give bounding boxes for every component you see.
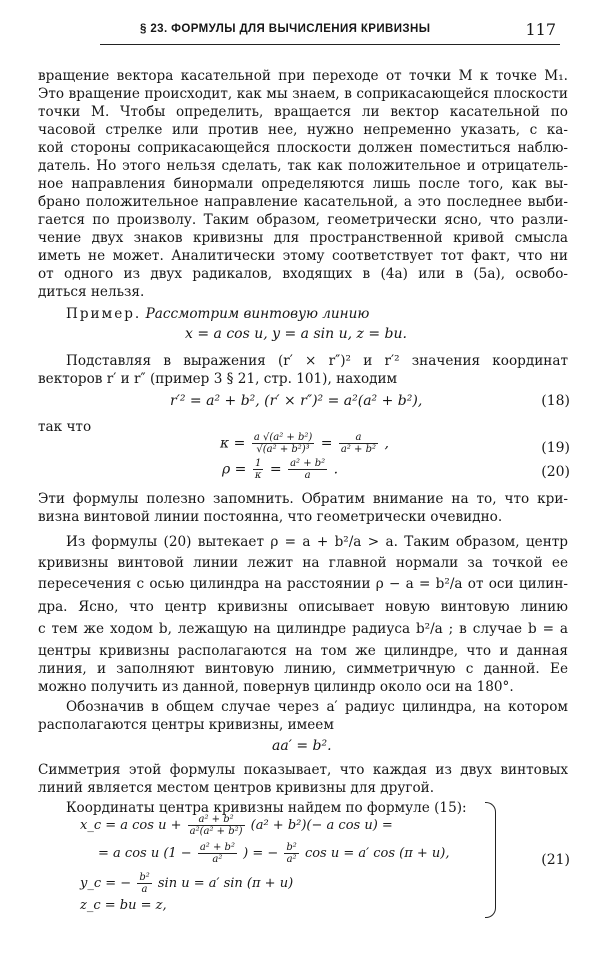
text-line: так что	[38, 419, 92, 435]
text-line: ное направления бинормали определяются лишь после того, как вы-	[38, 176, 568, 192]
text-line: Из формулы (20) вытекает ρ = a + b²/a > a. Таким образом, центр	[66, 534, 568, 550]
eq21-l2-den2: a²	[286, 854, 297, 865]
eq21-fraction-3	[284, 842, 298, 865]
eq21-line-1	[80, 814, 393, 837]
eq19-den-1: √(a² + b²)³	[256, 444, 310, 455]
text-line: Подставляя в выражения (r′ × r″)² и r′² значения координат	[66, 353, 568, 369]
text-line: располагаются центры кривизны, имеем	[38, 717, 334, 733]
eq20-fraction-2	[288, 458, 327, 481]
eq21-l2b: ) = −	[243, 846, 279, 861]
eq21-l1-den: a²(a² + b²)	[189, 826, 243, 837]
eq21-l1b: (a² + b²)(− a cos u) =	[250, 818, 393, 833]
eq21-l2-den: a²	[212, 854, 223, 865]
eq21-l3-den: a	[141, 884, 148, 895]
text-line: от одного из двух радикалов, входящих в (4а) или в (5а), освобо-	[38, 266, 568, 282]
text-line: Обозначив в общем случае через a′ радиус цилиндра, на котором	[66, 699, 568, 715]
equation-19	[220, 432, 389, 455]
page-number: 117	[525, 20, 556, 39]
text-line: линий является местом центров кривизны для другой.	[38, 780, 435, 796]
eq21-fraction-4	[137, 872, 151, 895]
right-brace	[485, 802, 496, 918]
eq21-l2c: cos u = a′ cos (π + u),	[304, 846, 450, 861]
text-line: кой стороны соприкасающейся плоскости должен поместиться наблю-	[38, 140, 568, 156]
running-header	[100, 20, 560, 45]
equation-number-18: (18)	[541, 393, 570, 409]
text-line: диться нельзя.	[38, 284, 145, 300]
eq19-lhs: κ =	[220, 435, 246, 452]
eq21-l2a: = a cos u (1 −	[98, 846, 192, 861]
eq19-fraction-1	[252, 432, 314, 455]
equation-number-20: (20)	[541, 464, 570, 480]
helix-equation: x = a cos u, y = a sin u, z = bu.	[185, 326, 407, 342]
eq19-num-1: a √(a² + b²)	[253, 432, 313, 443]
eq19-equals: =	[320, 435, 333, 452]
example-label: Пример.	[66, 306, 142, 322]
eq21-l3-num: b²	[139, 872, 150, 883]
eq21-l2-num2: b²	[286, 842, 297, 853]
eq21-l3b: sin u = a′ sin (π + u)	[157, 876, 294, 891]
text-line: иметь не может. Аналитически этому соответствует тот факт, что ни	[38, 248, 568, 264]
text-line: вращение вектора касательной при переходе от точки M к точке M₁.	[38, 68, 568, 84]
text-line: часовой стрелке или против нее, нужно непременно указать, с ка-	[38, 122, 568, 138]
equation-aa: aa′ = b².	[272, 738, 332, 754]
eq20-num-1: 1	[253, 458, 264, 470]
eq20-fraction-1	[253, 458, 264, 481]
text-line: Симметрия этой формулы показывает, что каждая из двух винтовых	[38, 762, 568, 778]
eq21-l1-num: a² + b²	[188, 814, 245, 826]
equation-20	[222, 458, 338, 481]
text-line: точки M. Чтобы определить, вращается ли вектор касательной по	[38, 104, 568, 120]
eq19-den-2: a² + b²	[340, 444, 377, 455]
text-line: центры кривизны располагаются на том же цилиндре, что и данная	[38, 643, 568, 659]
eq21-l2-num: a² + b²	[199, 842, 235, 853]
example-intro	[66, 305, 596, 323]
equation-18: r′² = a² + b², (r′ × r″)² = a²(a² + b²),	[170, 393, 423, 409]
eq21-line-2	[98, 842, 449, 865]
text-line: дра. Ясно, что центр кривизны описывает новую винтовую линию	[38, 599, 568, 615]
eq20-equals: =	[269, 461, 282, 478]
text-line: линия, и заполняют винтовую линию, симметричную с данной. Ее	[38, 661, 568, 677]
eq21-l3a: y_c = −	[80, 876, 132, 891]
text-line: гается по произволу. Таким образом, геометрически ясно, что разли-	[38, 212, 568, 228]
text-line: Это вращение происходит, как мы знаем, в соприкасающейся плоскости	[38, 86, 568, 102]
equation-number-19: (19)	[541, 440, 570, 456]
text-line: Координаты центра кривизны найдем по формуле (15):	[66, 800, 467, 816]
text-line: чение двух знаков кривизны для пространственной кривой смысла	[38, 230, 568, 246]
text-line: брано положительное направление касательной, а это последнее выби-	[38, 194, 568, 210]
text-line: кривизны винтовой линии лежит на главной нормали за точкой ее	[38, 555, 568, 571]
eq19-num-2: a	[339, 432, 378, 444]
text-line: с тем же ходом b, лежащую на цилиндре радиуса b²/a ; в случае b = a	[38, 621, 568, 637]
text-line: векторов r′ и r″ (пример 3 § 21, стр. 101), находим	[38, 371, 398, 387]
eq20-lhs: ρ =	[222, 461, 247, 478]
eq21-line-4: z_c = bu = z,	[80, 898, 167, 913]
eq21-fraction-1	[188, 814, 245, 837]
equation-number-21: (21)	[541, 852, 570, 868]
eq19-tail: ,	[384, 435, 389, 452]
text-line: Эти формулы полезно запомнить. Обратим внимание на то, что кри-	[38, 491, 568, 507]
text-line: визна винтовой линии постоянна, что геометрически очевидно.	[38, 509, 503, 525]
text-line: пересечения с осью цилиндра на расстоянии ρ − a = b²/a от оси цилин-	[38, 576, 568, 592]
example-text: Рассмотрим винтовую линию	[145, 306, 370, 322]
text-line: можно получить из данной, повернув цилиндр около оси на 180°.	[38, 679, 514, 695]
header-title: § 23. ФОРМУЛЫ ДЛЯ ВЫЧИСЛЕНИЯ КРИВИЗНЫ	[140, 23, 431, 35]
eq21-l1a: x_c = a cos u +	[80, 818, 182, 833]
eq19-fraction-2	[339, 432, 378, 455]
eq20-num-2: a² + b²	[290, 458, 326, 469]
eq21-line-3	[80, 872, 293, 895]
eq20-den-2: a	[304, 470, 311, 481]
eq21-fraction-2	[198, 842, 237, 865]
eq20-tail: .	[333, 461, 339, 478]
eq20-den-1: κ	[254, 470, 262, 481]
text-line: датель. Но этого нельзя сделать, так как положительное и отрицатель-	[38, 158, 568, 174]
